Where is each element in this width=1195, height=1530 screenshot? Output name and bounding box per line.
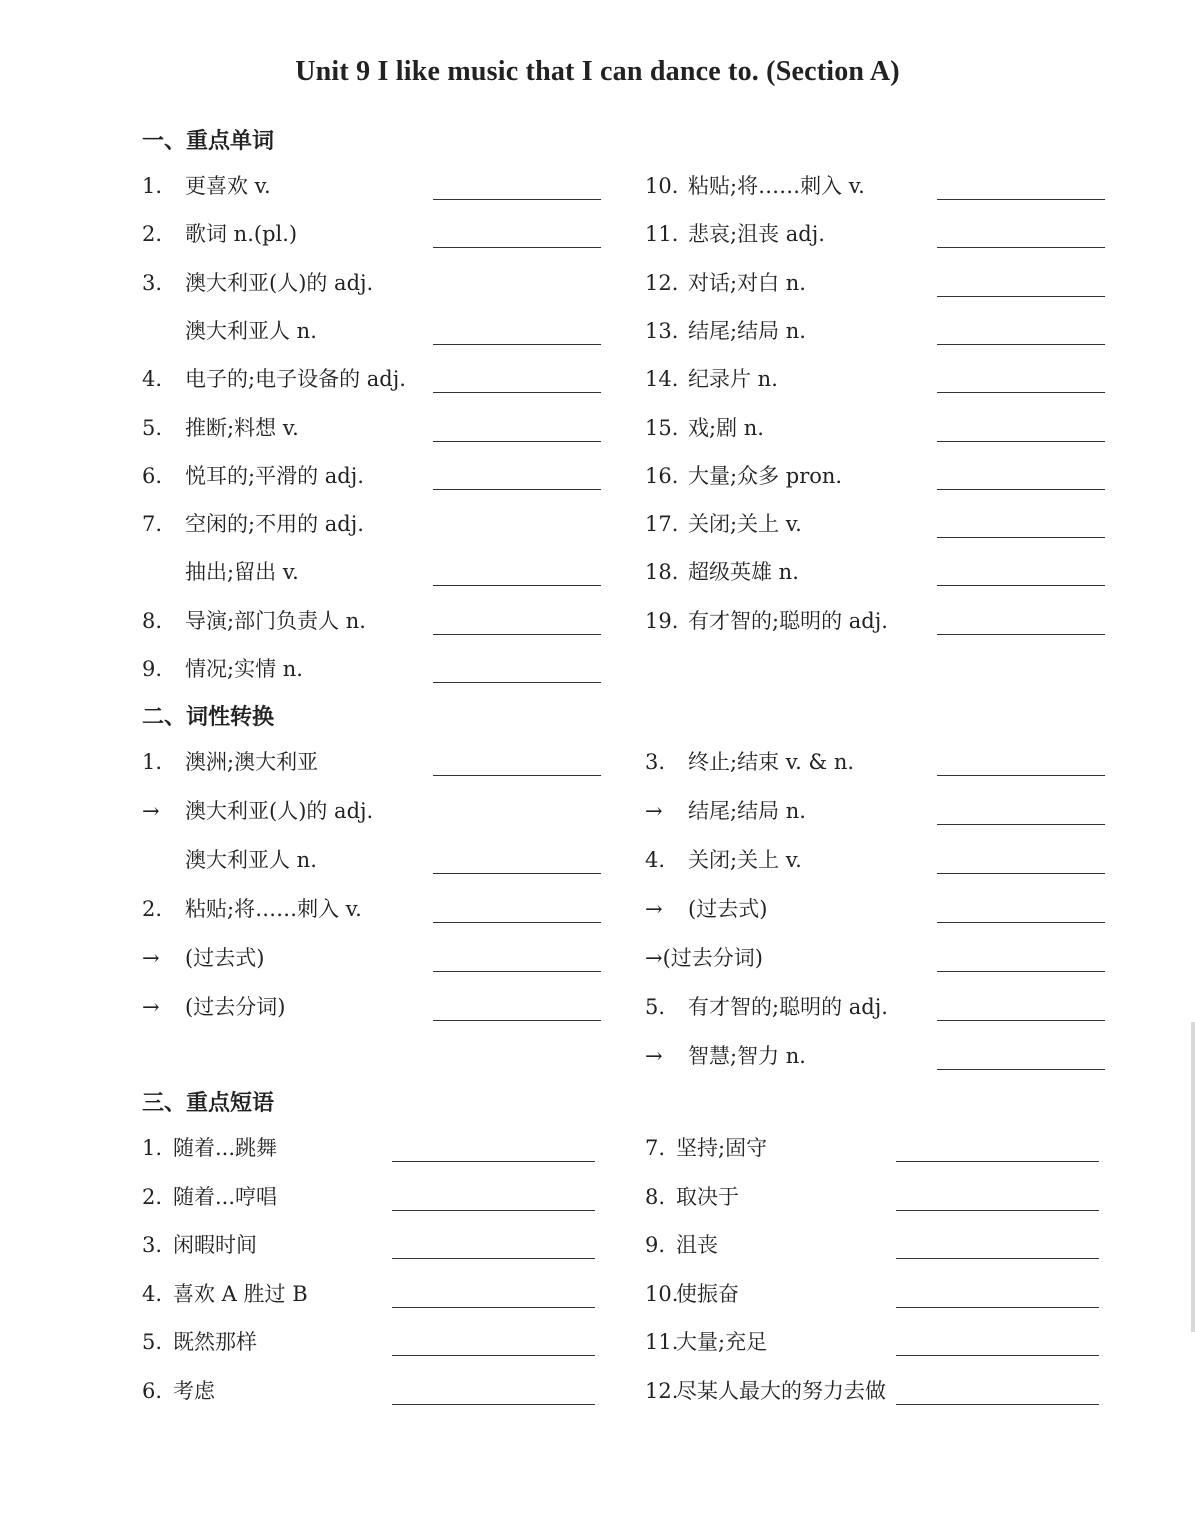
answer-blank[interactable] (937, 922, 1105, 923)
item-number: 5. (142, 1330, 163, 1354)
item-prompt: 澳洲;澳大利亚 (185, 750, 319, 774)
question-row (645, 458, 1105, 494)
item-number: 5. (645, 995, 666, 1019)
arrow-marker: → (645, 897, 663, 921)
question-row (645, 1038, 1105, 1074)
item-prompt: 粘贴;将……刺入 v. (185, 897, 362, 921)
answer-blank[interactable] (433, 682, 601, 683)
arrow-marker: → (142, 995, 160, 1019)
item-number: 2. (142, 897, 163, 921)
question-row (645, 410, 1105, 446)
answer-blank[interactable] (392, 1161, 595, 1162)
answer-blank[interactable] (937, 824, 1105, 825)
question-row (142, 506, 601, 542)
answer-blank[interactable] (937, 296, 1105, 297)
item-prompt: 导演;部门负责人 n. (185, 609, 366, 633)
item-prompt: 抽出;留出 v. (185, 560, 299, 584)
item-prompt: 取决于 (676, 1185, 739, 1209)
answer-blank[interactable] (937, 634, 1105, 635)
question-row (645, 216, 1105, 252)
item-number: 9. (142, 657, 163, 681)
question-row (142, 940, 601, 976)
answer-blank[interactable] (937, 1069, 1105, 1070)
item-number: 14. (645, 367, 679, 391)
item-prompt: 喜欢 A 胜过 B (173, 1282, 308, 1306)
question-row (645, 265, 1105, 301)
item-prompt: 悲哀;沮丧 adj. (688, 222, 825, 246)
answer-blank[interactable] (392, 1355, 595, 1356)
item-number: 3. (142, 271, 163, 295)
question-row (645, 842, 1105, 878)
arrow-marker: → (645, 1044, 663, 1068)
section-heading: 一、重点单词 (142, 129, 275, 154)
item-number: 17. (645, 512, 679, 536)
answer-blank[interactable] (433, 585, 601, 586)
answer-blank[interactable] (896, 1161, 1099, 1162)
item-prompt: 坚持;固守 (676, 1136, 768, 1160)
answer-blank[interactable] (937, 489, 1105, 490)
item-number: 6. (142, 464, 163, 488)
item-prompt: 超级英雄 n. (688, 560, 799, 584)
item-prompt: 空闲的;不用的 adj. (185, 512, 364, 536)
answer-blank[interactable] (433, 344, 601, 345)
answer-blank[interactable] (896, 1355, 1099, 1356)
question-row (142, 313, 601, 349)
arrow-marker: → (645, 799, 663, 823)
question-row (142, 361, 601, 397)
item-prompt: 既然那样 (173, 1330, 257, 1354)
item-number: 2. (142, 222, 163, 246)
arrow-marker: →(过去分词) (645, 946, 763, 970)
item-number: 6. (142, 1379, 163, 1403)
answer-blank[interactable] (392, 1258, 595, 1259)
item-prompt: 考虑 (173, 1379, 215, 1403)
item-number: 16. (645, 464, 679, 488)
question-row (142, 1324, 595, 1360)
answer-blank[interactable] (392, 1210, 595, 1211)
item-prompt: 澳大利亚(人)的 adj. (185, 799, 374, 823)
item-prompt: (过去式) (185, 946, 265, 970)
question-row (645, 1130, 1099, 1166)
question-row (645, 989, 1105, 1025)
answer-blank[interactable] (937, 199, 1105, 200)
item-number: 11. (645, 222, 679, 246)
answer-blank[interactable] (937, 537, 1105, 538)
item-number: 10. (645, 174, 679, 198)
question-row (645, 891, 1105, 927)
item-prompt: 戏;剧 n. (688, 416, 764, 440)
question-row (142, 1179, 595, 1215)
section-heading: 三、重点短语 (142, 1091, 275, 1116)
item-prompt: 歌词 n.(pl.) (185, 222, 298, 246)
item-number: 9. (645, 1233, 666, 1257)
item-prompt: 澳大利亚(人)的 adj. (185, 271, 374, 295)
question-row (142, 458, 601, 494)
item-prompt: 更喜欢 v. (185, 174, 271, 198)
question-row (142, 842, 601, 878)
question-row (142, 1373, 595, 1409)
item-number: 8. (645, 1185, 666, 1209)
answer-blank[interactable] (896, 1258, 1099, 1259)
question-row (142, 554, 601, 590)
answer-blank[interactable] (937, 873, 1105, 874)
answer-blank[interactable] (433, 971, 601, 972)
question-row (645, 313, 1105, 349)
item-prompt: 有才智的;聪明的 adj. (688, 995, 888, 1019)
item-number: 3. (142, 1233, 163, 1257)
item-number: 2. (142, 1185, 163, 1209)
item-number: 18. (645, 560, 679, 584)
item-number: 11. (645, 1330, 679, 1354)
question-row (645, 1373, 1099, 1409)
item-number: 1. (142, 174, 163, 198)
item-number: 7. (142, 512, 163, 536)
item-number: 1. (142, 1136, 163, 1160)
answer-blank[interactable] (433, 775, 601, 776)
answer-blank[interactable] (937, 585, 1105, 586)
answer-blank[interactable] (937, 971, 1105, 972)
item-number: 4. (142, 1282, 163, 1306)
answer-blank[interactable] (433, 441, 601, 442)
item-prompt: 智慧;智力 n. (688, 1044, 806, 1068)
item-prompt: 关闭;关上 v. (688, 848, 802, 872)
question-row (142, 603, 601, 639)
question-row (645, 603, 1105, 639)
question-row (142, 168, 601, 204)
answer-blank[interactable] (433, 922, 601, 923)
answer-blank[interactable] (937, 1020, 1105, 1021)
item-prompt: 纪录片 n. (688, 367, 778, 391)
question-row (645, 1324, 1099, 1360)
question-row (645, 168, 1105, 204)
arrow-marker: → (142, 946, 160, 970)
answer-blank[interactable] (937, 247, 1105, 248)
item-prompt: 随着...跳舞 (173, 1136, 278, 1160)
item-number: 3. (645, 750, 666, 774)
answer-blank[interactable] (392, 1307, 595, 1308)
question-row (142, 793, 601, 829)
item-number: 19. (645, 609, 679, 633)
question-row (645, 1227, 1099, 1263)
item-prompt: 沮丧 (676, 1233, 718, 1257)
item-number: 15. (645, 416, 679, 440)
item-prompt: 关闭;关上 v. (688, 512, 802, 536)
question-row (142, 410, 601, 446)
answer-blank[interactable] (896, 1307, 1099, 1308)
item-number: 1. (142, 750, 163, 774)
question-row (645, 793, 1105, 829)
answer-blank[interactable] (937, 441, 1105, 442)
item-prompt: 使振奋 (676, 1282, 739, 1306)
question-row (645, 1276, 1099, 1312)
answer-blank[interactable] (937, 344, 1105, 345)
item-prompt: 闲暇时间 (173, 1233, 257, 1257)
answer-blank[interactable] (896, 1210, 1099, 1211)
item-number: 10. (645, 1282, 679, 1306)
item-prompt: 澳大利亚人 n. (185, 848, 317, 872)
item-prompt: 情况;实情 n. (185, 657, 303, 681)
item-prompt: 粘贴;将……刺入 v. (688, 174, 865, 198)
item-number: 8. (142, 609, 163, 633)
item-number: 5. (142, 416, 163, 440)
item-prompt: 对话;对白 n. (688, 271, 806, 295)
question-row (142, 265, 601, 301)
question-row (142, 1276, 595, 1312)
item-prompt: (过去分词) (185, 995, 286, 1019)
answer-blank[interactable] (896, 1404, 1099, 1405)
question-row (142, 989, 601, 1025)
question-row (645, 940, 1105, 976)
item-prompt: 澳大利亚人 n. (185, 319, 317, 343)
item-prompt: (过去式) (688, 897, 768, 921)
item-prompt: 随着...哼唱 (173, 1185, 278, 1209)
item-prompt: 终止;结束 v. & n. (688, 750, 855, 774)
question-row (142, 891, 601, 927)
answer-blank[interactable] (433, 489, 601, 490)
question-row (645, 554, 1105, 590)
question-row (142, 744, 601, 780)
answer-blank[interactable] (433, 1020, 601, 1021)
item-prompt: 尽某人最大的努力去做 (676, 1379, 886, 1403)
question-row (645, 1179, 1099, 1215)
question-row (142, 1130, 595, 1166)
section-heading: 二、词性转换 (142, 705, 275, 730)
item-number: 4. (142, 367, 163, 391)
page-edge-shadow (1191, 1022, 1195, 1332)
question-row (142, 216, 601, 252)
answer-blank[interactable] (392, 1404, 595, 1405)
item-prompt: 悦耳的;平滑的 adj. (185, 464, 364, 488)
item-prompt: 大量;众多 pron. (688, 464, 843, 488)
item-prompt: 结尾;结局 n. (688, 799, 806, 823)
answer-blank[interactable] (433, 634, 601, 635)
item-prompt: 电子的;电子设备的 adj. (185, 367, 406, 391)
page-title: Unit 9 I like music that I can dance to. (Section A) (295, 56, 900, 87)
answer-blank[interactable] (433, 247, 601, 248)
question-row (645, 744, 1105, 780)
question-row (142, 651, 601, 687)
question-row (645, 506, 1105, 542)
item-number: 12. (645, 271, 679, 295)
question-row (645, 361, 1105, 397)
item-prompt: 大量;充足 (676, 1330, 768, 1354)
item-prompt: 推断;料想 v. (185, 416, 299, 440)
item-prompt: 结尾;结局 n. (688, 319, 806, 343)
item-number: 12. (645, 1379, 679, 1403)
answer-blank[interactable] (937, 392, 1105, 393)
item-number: 4. (645, 848, 666, 872)
item-number: 7. (645, 1136, 666, 1160)
question-row (142, 1227, 595, 1263)
arrow-marker: → (142, 799, 160, 823)
answer-blank[interactable] (433, 199, 601, 200)
answer-blank[interactable] (433, 873, 601, 874)
item-prompt: 有才智的;聪明的 adj. (688, 609, 888, 633)
answer-blank[interactable] (937, 775, 1105, 776)
answer-blank[interactable] (433, 392, 601, 393)
item-number: 13. (645, 319, 679, 343)
